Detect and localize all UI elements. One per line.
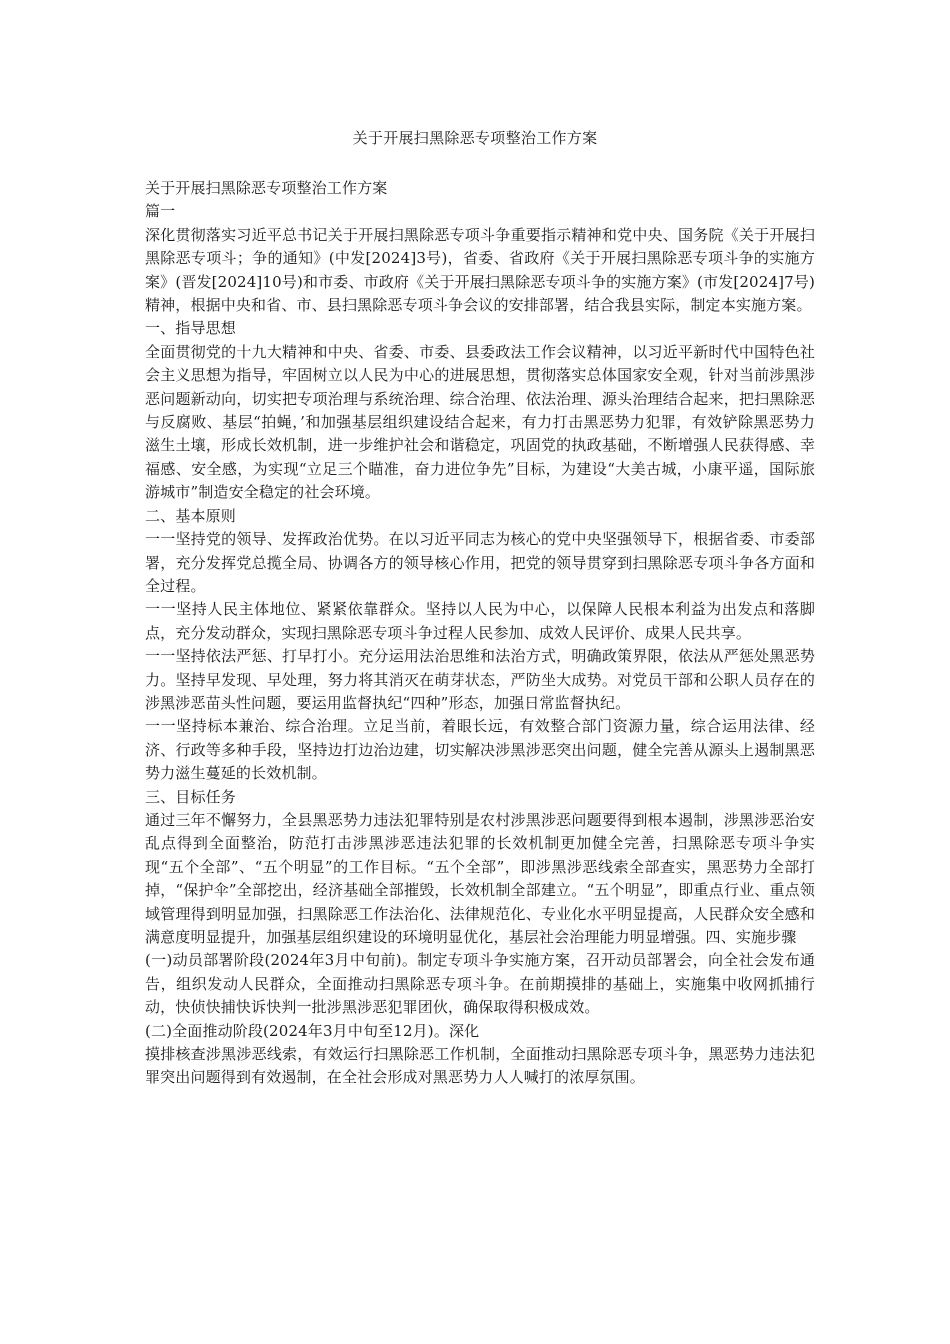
paragraph-principle-3: 一一坚持依法严惩、打早打小。充分运用法治思维和法治方式，明确政策界限，依法从严惩处黑恶势力。坚持早发现、早处理，努力将其消灭在萌芽状态，严防坐大成势。对党员干部和公职人员存在的涉黑涉恶苗头性问题，要运用监督执纪“四种”形态，加强日常监督执纪。 xyxy=(145,647,815,712)
paragraph-section-label: 篇一 xyxy=(145,202,176,221)
paragraph-phase-2: 摸排核查涉黑涉恶线索，有效运行扫黑除恶工作机制，全面推动扫黑除恶专项斗争，黑恶势力违法犯罪突出问题得到有效遏制，在全社会形成对黑恶势力人人喊打的浓厚氛围。 xyxy=(145,1045,815,1087)
paragraph-phase-2-heading: (二)全面推动阶段(2024年3月中旬至12月)。深化 xyxy=(145,1021,480,1040)
paragraph-principle-2: 一一坚持人民主体地位、紧紧依靠群众。坚持以人民为中心，以保障人民根本利益为出发点和落脚点，充分发动群众，实现扫黑除恶专项斗争过程人民参加、成效人民评价、成果人民共享。 xyxy=(145,600,815,642)
heading-basic-principles: 二、基本原则 xyxy=(145,506,236,525)
document-header-title: 关于开展扫黑除恶专项整治工作方案 xyxy=(352,129,598,147)
paragraph-goals: 通过三年不懈努力，全县黑恶势力违法犯罪特别是农村涉黑涉恶问题要得到根本遏制，涉黑涉恶治安乱点得到全面整治，防范打击涉黑涉恶违法犯罪的长效机制更加健全完善，扫黑除恶专项斗争实现“五个全部”、“五个明显”的工作目标。“五个全部”，即涉黑涉恶线索全部查实，黑恶势力全部打掉，“保护伞”全部挖出，经济基础全部摧毁，长效机制全部建立。“五个明显”，即重点行业、重点领域管理得到明显加强，扫黑除恶工作法治化、法律规范化、专业化水平明显提高，人民群众安全感和满意度明显提升，加强基层组织建设的环境明显优化，基层社会治理能力明显增强。四、实施步骤 xyxy=(145,810,815,946)
paragraph-guiding-ideology: 全面贯彻党的十九大精神和中央、省委、市委、县委政法工作会议精神，以习近平新时代中国特色社会主义思想为指导，牢固树立以人民为中心的进展思想，贯彻落实总体国家安全观，针对当前涉黑涉恶问题新动向，切实把专项治理与系统治理、综合治理、依法治理、源头治理结合起来，把扫黑除恶与反腐败、基层“拍蝇，’和加强基层组织建设结合起来，有力打击黑恶势力犯罪，有效铲除黑恶势力滋生土壤，形成长效机制，进一步维护社会和谐稳定，巩固党的执政基础，不断增强人民获得感、幸福感、安全感，为实现“立足三个瞄准，奋力进位争先”目标，为建设“大美古城，小康平遥，国际旅游城市”制造安全稳定的社会环境。 xyxy=(145,342,815,502)
paragraph-intro: 深化贯彻落实习近平总书记关于开展扫黑除恶专项斗争重要指示精神和党中央、国务院《关于开展扫黑除恶专项斗；争的通知》(中发[2024]3号)，省委、省政府《关于开展扫黑除恶专项斗争的实施方案》(晋发[2024]10号)和市委、市政府《关于开展扫黑除恶专项斗争的实施方案》(市发[2024]7号)精神，根据中央和省、市、县扫黑除恶专项斗争会议的安排部署，结合我县实际，制定本实施方案。 xyxy=(145,225,815,315)
document-body xyxy=(145,177,815,1090)
paragraph-principle-1: 一一坚持党的领导、发挥政治优势。在以习近平同志为核心的党中央坚强领导下，根据省委、市委部署，充分发挥党总揽全局、协调各方的领导核心作用，把党的领导贯穿到扫黑除恶专项斗争各方面和全过程。 xyxy=(145,530,815,595)
paragraph-phase-1: (一)动员部署阶段(2024年3月中旬前)。制定专项斗争实施方案，召开动员部署会，向全社会发布通告，组织发动人民群众，全面推动扫黑除恶专项斗争。在前期摸排的基础上，实施集中收网抓捕行动，快侦快捕快诉快判一批涉黑涉恶犯罪团伙，确保取得积极成效。 xyxy=(145,951,815,1017)
paragraph-subtitle: 关于开展扫黑除恶专项整治工作方案 xyxy=(145,179,388,197)
heading-guiding-ideology: 一、指导思想 xyxy=(145,319,236,338)
paragraph-principle-4: 一一坚持标本兼治、综合治理。立足当前，着眼长远，有效整合部门资源力量，综合运用法律、经济、行政等多种手段，坚持边打边治边建，切实解决涉黑涉恶突出问题，健全完善从源头上遏制黑恶势力滋生蔓延的长效机制。 xyxy=(145,717,815,783)
heading-goals: 三、目标任务 xyxy=(145,787,236,806)
